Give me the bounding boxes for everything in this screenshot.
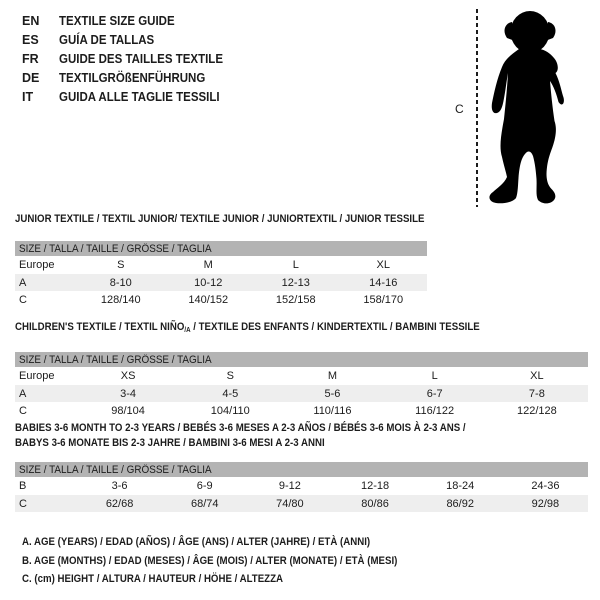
size-band-cell xyxy=(15,462,588,477)
size-band-label: SIZE / TALLA / TAILLE / GRÖSSE / TAGLIA xyxy=(19,242,212,255)
section-title-text: JUNIOR TEXTILE / TEXTIL JUNIOR/ TEXTILE JUNIOR / JUNIORTEXTIL / JUNIOR TESSILE xyxy=(15,213,425,225)
guide-title-en: TEXTILE SIZE GUIDE xyxy=(59,14,175,28)
size-cell: 12-18 xyxy=(360,480,390,492)
size-cell: 3-4 xyxy=(77,385,179,402)
size-cell: 24-36 xyxy=(531,480,560,492)
section-title xyxy=(15,320,588,338)
footnote-b-text: B. AGE (MONTHS) / EDAD (MESES) / ÂGE (MOIS) / ALTER (MONATE) / ETÀ (MESI) xyxy=(22,554,398,567)
size-cell: M xyxy=(203,259,213,271)
section-title-line2: BABYS 3-6 MONATE BIS 2-3 JAHRE / BAMBINI 3-6 MESI A 2-3 ANNI xyxy=(15,437,325,449)
guide-title-it: GUIDA ALLE TAGLIE TESSILI xyxy=(59,90,220,104)
size-cell: S xyxy=(226,370,234,382)
size-band-cell xyxy=(15,241,427,256)
guide-title-fr: GUIDE DES TAILLES TEXTILE xyxy=(59,52,224,66)
size-cell: 110/116 xyxy=(313,404,352,417)
language-row-en xyxy=(22,12,237,31)
size-cell: 116/122 xyxy=(415,404,455,417)
footnote-a-text: A. AGE (YEARS) / EDAD (AÑOS) / ÂGE (ANS) / ALTER (JAHRE) / ETÀ (ANNI) xyxy=(22,536,371,548)
size-cell: 9-12 xyxy=(278,480,301,492)
size-cell: 92/98 xyxy=(503,495,588,512)
size-cell: L xyxy=(431,370,438,382)
language-code: ES xyxy=(22,33,39,47)
size-band-cell xyxy=(15,352,588,367)
title-pre: CHILDREN'S TEXTILE / TEXTIL NIÑO xyxy=(15,321,185,333)
table-row xyxy=(15,291,427,308)
size-cell: 80/86 xyxy=(332,495,417,512)
baby-silhouette-icon xyxy=(483,8,581,210)
table-row xyxy=(15,385,588,402)
row-label: C xyxy=(19,293,27,306)
size-cell: 158/170 xyxy=(363,293,404,306)
table-band-row xyxy=(15,241,427,256)
size-cell: 5-6 xyxy=(281,385,383,402)
size-cell: 152/158 xyxy=(275,293,316,306)
row-label: B xyxy=(19,480,27,492)
language-row-it xyxy=(22,88,237,107)
size-cell: 6-9 xyxy=(196,480,213,492)
table-row xyxy=(15,477,588,495)
size-cell: 4-5 xyxy=(179,385,281,402)
row-label: C xyxy=(19,404,27,417)
footnote-b xyxy=(22,552,449,571)
section-junior-textile xyxy=(15,212,427,308)
footnote-c xyxy=(22,570,449,589)
size-cell: 62/68 xyxy=(77,495,162,512)
children-size-table xyxy=(15,352,588,419)
size-cell: 140/152 xyxy=(188,293,229,306)
section-childrens-textile xyxy=(15,320,588,419)
language-row-de xyxy=(22,69,237,88)
title-post: / TEXTILE DES ENFANTS / KINDERTEXTIL / BAMBINI TESSILE xyxy=(190,321,480,333)
title-subscript: /A xyxy=(184,327,191,334)
footnote-a xyxy=(22,533,449,552)
section-title-text xyxy=(15,320,480,338)
table-row xyxy=(15,367,588,385)
section-title xyxy=(15,421,588,451)
size-cell: XL xyxy=(530,370,544,382)
size-cell: 14-16 xyxy=(340,274,428,291)
footnote-c-text: C. (cm) HEIGHT / ALTURA / HAUTEUR / HÖHE / ALTEZZA xyxy=(22,573,284,585)
language-row-es xyxy=(22,31,237,50)
size-cell: 86/92 xyxy=(418,495,503,512)
footnotes xyxy=(22,533,449,589)
size-cell: XS xyxy=(120,370,136,382)
size-cell: M xyxy=(327,370,338,382)
table-row xyxy=(15,256,427,274)
size-cell: 98/104 xyxy=(111,404,145,417)
size-cell: 10-12 xyxy=(165,274,253,291)
junior-size-table xyxy=(15,241,427,308)
language-header xyxy=(22,12,237,107)
row-label: Europe xyxy=(19,259,55,271)
size-cell: 104/110 xyxy=(210,404,250,417)
size-cell: 122/128 xyxy=(516,404,557,417)
height-measure-label: C xyxy=(455,102,464,116)
section-babies-textile xyxy=(15,421,588,512)
language-code: DE xyxy=(22,71,40,85)
table-row xyxy=(15,274,427,291)
table-band-row xyxy=(15,352,588,367)
language-code: FR xyxy=(22,52,39,66)
size-cell: 7-8 xyxy=(486,385,588,402)
table-row xyxy=(15,495,588,512)
row-label: A xyxy=(15,274,77,291)
babies-size-table xyxy=(15,462,588,512)
section-title xyxy=(15,212,427,227)
guide-title-de: TEXTILGRÖßENFÜHRUNG xyxy=(59,71,206,85)
height-measure-dashed-line xyxy=(476,9,478,207)
row-label: C xyxy=(15,495,77,512)
size-cell: 3-6 xyxy=(111,480,128,492)
size-cell: 18-24 xyxy=(446,480,475,492)
row-label: A xyxy=(15,385,77,402)
row-label: Europe xyxy=(19,370,55,382)
size-cell: 8-10 xyxy=(77,274,165,291)
guide-title-es: GUÍA DE TALLAS xyxy=(59,33,155,47)
size-band-label: SIZE / TALLA / TAILLE / GRÖSSE / TAGLIA xyxy=(19,353,212,366)
section-title-line1: BABIES 3-6 MONTH TO 2-3 YEARS / BEBÉS 3-6 MESES A 2-3 AÑOS / BÉBÉS 3-6 MOIS À 2-3 ANS / xyxy=(15,422,466,434)
size-cell: 68/74 xyxy=(162,495,247,512)
size-cell: L xyxy=(292,259,299,271)
language-code: EN xyxy=(22,14,40,28)
size-cell: XL xyxy=(376,259,390,271)
table-band-row xyxy=(15,462,588,477)
table-row xyxy=(15,402,588,419)
size-cell: S xyxy=(117,259,125,271)
size-cell: 74/80 xyxy=(247,495,332,512)
size-cell: 6-7 xyxy=(384,385,486,402)
size-cell: 12-13 xyxy=(252,274,340,291)
language-row-fr xyxy=(22,50,237,69)
language-code: IT xyxy=(22,90,34,104)
size-band-label: SIZE / TALLA / TAILLE / GRÖSSE / TAGLIA xyxy=(19,463,212,476)
size-cell: 128/140 xyxy=(100,293,141,306)
